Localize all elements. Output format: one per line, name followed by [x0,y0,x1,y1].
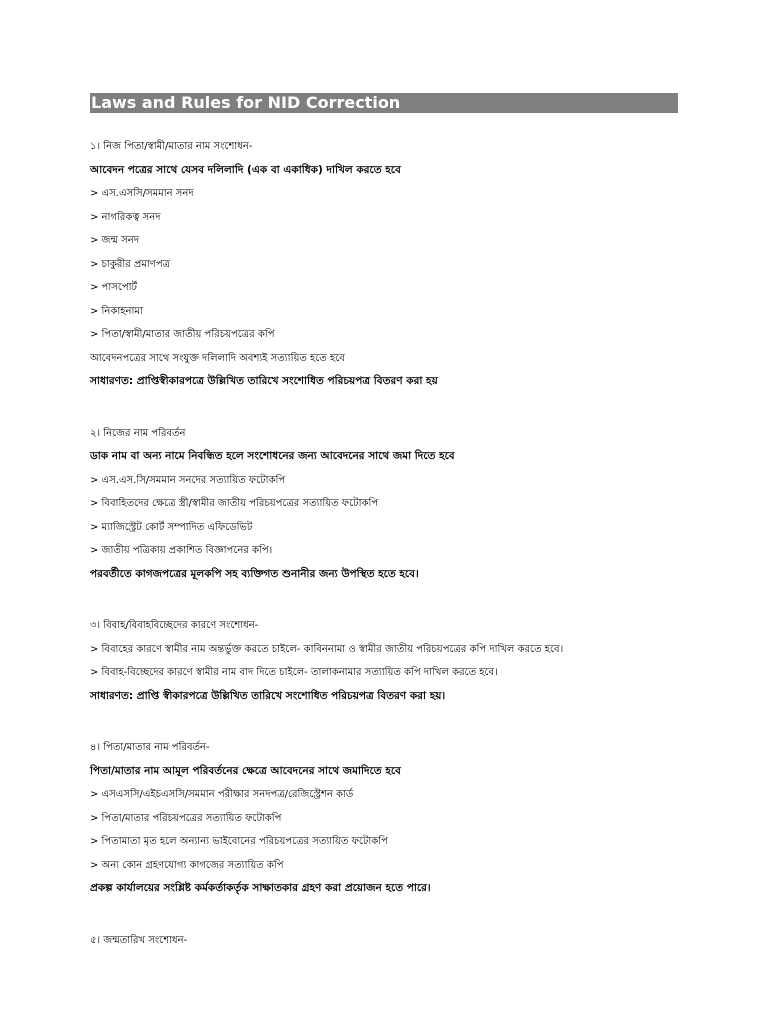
section-heading: ৫। জন্মতারিখ সংশোধন- [90,934,188,946]
section-5 [90,929,678,953]
section-footer: সাধারণত: প্রাপ্তি স্বীকারপত্রে উল্লিখিত তারিখে সংশোধিত পরিচয়পত্র বিতরণ করা হয়। [90,689,446,702]
list-item: > এস.এসসি/সমমান সনদ [90,188,194,199]
list-item: > পিতা/স্বামী/মাতার জাতীয় পরিচয়পত্রের কপি [90,329,275,340]
section-footer: প্রকল্প কার্যালয়ের সংশ্লিষ্ট কর্মকর্তাকর্তৃক সাক্ষাতকার গ্রহণ করা প্রয়োজন হতে পারে। [90,882,431,894]
document-page [90,93,678,980]
section-subheading: পিতা/মাতার নাম আমূল পরিবর্তনের ক্ষেত্রে আবেদনের সাথে জমাদিতে হবে [90,764,401,777]
list-item: > পিতা/মাতার পরিচয়পত্রের সত্যায়িত ফটোকপি [90,812,282,824]
section-heading: ১। নিজ পিতা/স্বামী/মাতার নাম সংশোধন- [90,141,253,152]
list-item: > এসএসসি/এইচএসসি/সমমান পরীক্ষার সনদপত্র/রেজিস্ট্রেশন কার্ড [90,789,354,800]
list-item: > এস.এস.সি/সমমান সনদের সত্যায়িত ফটোকপি [90,474,286,486]
list-item: > জন্ম সনদ [90,235,140,246]
section-footer: সাধারণত: প্রাপ্তিস্বীকারপত্রে উল্লিখিত তারিখে সংশোধিত পরিচয়পত্র বিতরণ করা হয় [90,375,438,387]
section-4 [90,736,678,901]
list-item: > চাকুরীর প্রমাণপত্র [90,258,170,270]
list-item: > বিবাহিতদের ক্ষেত্রে স্ত্রী/স্বামীর জাতীয় পরিচয়পত্রের সত্যায়িত ফটোকপি [90,498,379,509]
list-item: > নাগরিকত্ব সনদ [90,211,161,223]
section-3 [90,614,678,708]
list-item: > জাতীয় পত্রিকায় প্রকাশিত বিজ্ঞাপনের কপি। [90,545,273,556]
list-item: > অন্য কোন গ্রহণযোগ্য কাগজের সত্যায়িত কপি [90,859,284,871]
list-item: > পাসপোর্ট [90,282,138,293]
list-item: > নিকাহনামা [90,305,143,317]
document-title: Laws and Rules for NID Correction [90,93,678,113]
section-1 [90,135,678,394]
section-heading: ৩। বিবাহ/বিবাহবিচ্ছেদের কারণে সংশোধন- [90,620,259,631]
section-subheading: ডাক নাম বা অন্য নামে নিবন্ধিত হলে সংশোধনের জন্য আবেদনের সাথে জমা দিতে হবে [90,450,455,462]
section-footer: পরবর্তীতে কাগজপত্রের মূলকপি সহ ব্যক্তিগত শুনানীর জন্য উপস্থিত হতে হবে। [90,567,419,580]
list-item: > বিবাহ-বিচ্ছেদের কারণে স্বামীর নাম বাদ দিতে চাইলে- তালাকনামার সত্যায়িত কপি দাখিল করতে হবে। [90,667,498,678]
section-heading: ৪। পিতা/মাতার নাম পরিবর্তন- [90,742,210,753]
section-subheading: আবেদন পত্রের সাথে যেসব দলিলাদি (এক বা একাধিক) দাখিল করতে হবে [90,163,401,176]
section-2 [90,422,678,587]
section-heading: ২। নিজের নাম পরিবর্তন [90,427,186,439]
section-note: আবেদনপত্রের সাথে সংযুক্ত দলিলাদি অবশ্যই সত্যায়িত হতে হবে [90,352,345,364]
list-item: > ম্যাজিস্ট্রেট কোর্ট সম্পাদিত এফিডেভিট [90,521,253,533]
list-item: > পিতামাতা মৃত হলে অন্যান্য ভাইবোনের পরিচয়পত্রের সত্যায়িত ফটোকপি [90,836,388,847]
list-item: > বিবাহের কারণে স্বামীর নাম অন্তর্ভুক্ত করতে চাইলে- কাবিননামা ও স্বামীর জাতীয় পরিচয়পত্রের কপি দাখিল করতে হবে। [90,643,564,655]
